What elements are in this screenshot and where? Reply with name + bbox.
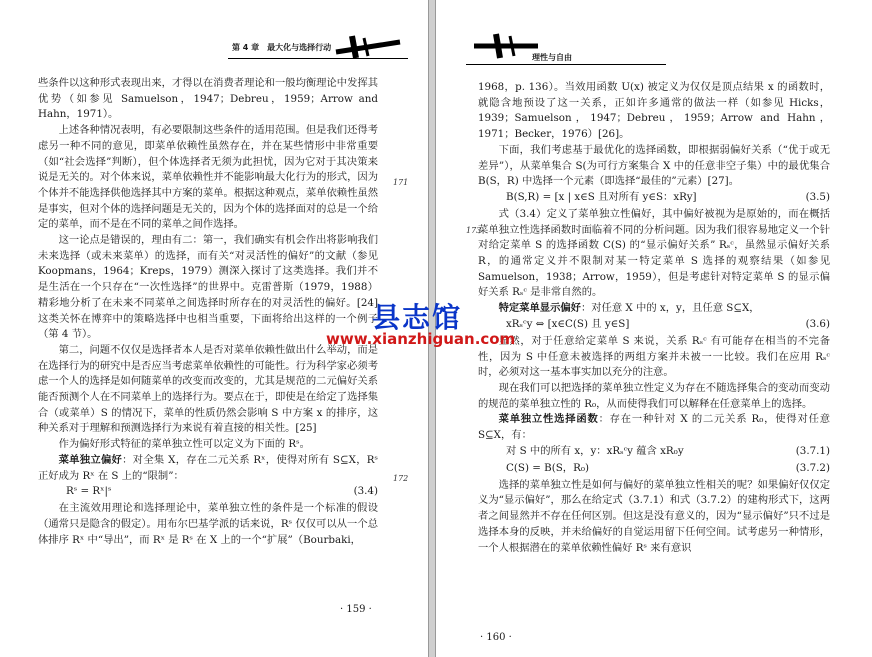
equation-3-4-body: Rˢ = Rˣ|ˢ (66, 485, 112, 498)
right-page (436, 0, 872, 657)
brush-stroke-ornament-left (334, 32, 404, 60)
equation-3-7-1-number: (3.7.1) (795, 444, 830, 457)
right-paragraph-6: 选择的菜单独立性是如何与偏好的菜单独立性相关的呢？如果偏好仅仅定义为“显示偏好”，那么在给定式（3.7.1）和式（3.7.2）的建构形式下，这两者之间显然并不存在任何区别。但这是没有意义的，因为“显示偏好”只不过是选择本身的反映，并未给偏好的自觉运用留下任何空间。试考虑另一种情形，一个人根据潜在的菜单依赖性偏好 Rˢ 来有意识 (478, 478, 830, 554)
right-definition-2 (478, 412, 830, 443)
watermark-title: 县志馆 (372, 301, 463, 334)
right-header-rule (466, 64, 666, 65)
equation-3-7-2-body: C(S) = B(S，R₀) (506, 461, 589, 474)
right-page-number: · 160 · (480, 632, 512, 643)
right-paragraph-2: 下面，我们考虑基于最优化的选择函数，即根据弱偏好关系（“优于或无差异”），从菜单集合 S(为可行方案集合 X 中的任意非空子集）中的最优集合 B(S，R) 中选择一个元素（即选择“最佳的”元素）[27]。 (478, 143, 830, 188)
equation-3-6 (478, 317, 830, 334)
left-paragraph-4: 第二，问题不仅仅是选择者本人是否对菜单依赖性做出什么举动，而是在选择行为的研究中是否应当考虑菜单依赖性的可能性。行为科学家必须考虑一个人的选择是如何随菜单的改变而改变的，尤其是规范的二元偏好关系能否预测个人在不同菜单上的选择行为。要点在于，即使是在给定了选择集合（或菜单）S 的情况下，菜单的性质仍然会影响 S 中方案 x 的排序，这种关系对于理解和预测选择行为来说有着直接的相关性。[25] (38, 343, 378, 435)
equation-3-7-1-body: 对 S 中的所有 x，y：xRₛᶜy 蕴含 xR₀y (506, 444, 684, 457)
right-text-block (478, 80, 830, 556)
equation-3-5-number: (3.5) (805, 190, 830, 203)
left-text-block (38, 76, 378, 548)
equation-3-4-number: (3.4) (353, 485, 378, 498)
left-page-number: · 159 · (340, 604, 372, 615)
left-margin-page-ref-172: 172 (393, 474, 409, 483)
equation-3-7-1 (478, 444, 830, 461)
left-paragraph-2: 上述各种情况表明，有必要限制这些条件的适用范围。但是我们还得考虑另一种不同的意见，即菜单依赖性虽然存在，并在某些情形中非常重要（如“社会选择”判断），但个体选择者无须为此担忧，因为它对于其决策来说是无关的。对个体来说，菜单依赖性并不能影响最大化行为的形式，因为个体并不能选择供他选择其中方案的菜单。根据这种观点，菜单依赖性虽然是事实，但对个体的选择问题是无关的，因为个体的选择面对的总是一个给定的菜单，而不是在不同的菜单之间作选择。 (38, 124, 378, 231)
equation-3-5-body: B(S,R) = [x | x∈S 且对所有 y∈S：xRy] (506, 190, 697, 203)
equation-3-7-2-number: (3.7.2) (795, 461, 830, 474)
left-running-header: 第 4 章 最大化与选择行动 (232, 43, 332, 52)
left-definition (38, 453, 378, 484)
left-header-rule (228, 58, 408, 59)
brush-stroke-ornament-right (470, 32, 540, 60)
left-paragraph-3: 这一论点是错误的，理由有二：第一，我们确实有机会作出将影响我们未来选择（或未来菜单）的选择，而有关“对灵活性的偏好”的文献（参见 Koopmans，1964；Kreps，1979）测深入探讨了这类选择。我们并不是生活在一个只存在“一次性选择”的世界中。克雷普斯（1979，1988）精彩地分析了在未来不同菜单之间选择时所存在的对灵活性的偏好。[24] 这类关怀在博弈中的策略选择中也相当重要，下面将给出这样的一个例子（第 4 节）。 (38, 234, 378, 341)
left-margin-page-ref-171: 171 (393, 178, 409, 187)
equation-3-6-body: xRₛᶜy ⇔ [x∈C(S) 且 y∈S] (506, 317, 630, 330)
left-definition-text: ：对全集 X，存在二元关系 Rˣ，使得对所有 S⊆X，Rˢ 正好成为 Rˣ 在 S 上的“限制”： (38, 453, 379, 482)
right-paragraph-3: 式（3.4）定义了菜单独立性偏好，其中偏好被视为是原始的，而在概括菜单独立性选择函数时面临着不同的分析问题。因为我们很容易地定义一个针对给定菜单 S 的选择函数 C(S) 的“显示偏好关系” Rₛᶜ，虽然显示偏好关系 R，的通常定义并不限制对某一特定菜单 S 选择的观察结果（如参见 Samuelson，1938；Arrow，1959），但是考虑针对特定菜单 S 的显示偏好关系 Rₛᶜ 是非常自然的。 (478, 207, 830, 299)
equation-3-6-number: (3.6) (805, 317, 830, 330)
equation-3-4 (38, 484, 378, 501)
right-paragraph-1: 1968，p. 136）。当效用函数 U(x) 被定义为仅仅是顶点结果 x 的函数时，就隐含地预设了这一关系，正如许多通常的做法一样（如参见 Hicks，1939；Samuelson，1947；Debreu，1959；Arrow and Hahn，1971；Becker，1976）[26]。 (478, 81, 830, 141)
left-definition-label: 菜单独立偏好 (58, 453, 123, 466)
right-definition-1-text: ：对任意 X 中的 x，y，且任意 S⊆X， (580, 302, 760, 315)
right-paragraph-4: 显然，对于任意给定菜单 S 来说，关系 Rₛᶜ 有可能存在相当的不完备性，因为 S 中任意未被选择的两组方案并未被一一比较。我们在应用 Rₛᶜ 时，必须对这一基本事实加以充分的注意。 (478, 334, 830, 379)
left-paragraph-5: 作为偏好形式特征的菜单独立性可以定义为下面的 Rˢ。 (58, 438, 310, 451)
watermark-url: www.xianzhiguan.com (326, 330, 516, 348)
equation-3-5 (478, 190, 830, 207)
right-definition-1 (478, 301, 830, 317)
right-paragraph-5: 现在我们可以把选择的菜单独立性定义为存在不随选择集合的变动而变动的规范的菜单独立性的 R₀，从而使得我们可以解释在任意菜单上的选择。 (478, 381, 830, 410)
equation-3-7-2 (478, 461, 830, 478)
left-paragraph-1: 些条件以这种形式表现出来，才得以在消费者理论和一般均衡理论中发挥其优势（如参见 Samuelson，1947；Debreu，1959；Arrow and Hahn，1971）。 (38, 77, 378, 121)
right-definition-1-label: 特定菜单显示偏好 (498, 302, 581, 315)
right-margin-page-ref-173: 173 (466, 226, 482, 235)
right-definition-2-text: ：存在一种针对 X 的二元关系 R₀，使得对任意 S⊆X，有： (478, 413, 831, 442)
right-running-header: 理性与自由 (532, 53, 572, 62)
right-definition-2-label: 菜单独立性选择函数 (498, 413, 599, 426)
left-page (0, 0, 428, 657)
left-paragraph-tail: 在主流效用理论和选择理论中，菜单独立性的条件是一个标准的假设（通常只是隐含的假定）。用布尔巴基学派的话来说，Rˢ 仅仅可以从一个总体排序 Rˣ 中“导出”，而 Rˣ 是 Rˢ 在 X 上的一个“扩展”（Bourbaki， (38, 502, 378, 546)
